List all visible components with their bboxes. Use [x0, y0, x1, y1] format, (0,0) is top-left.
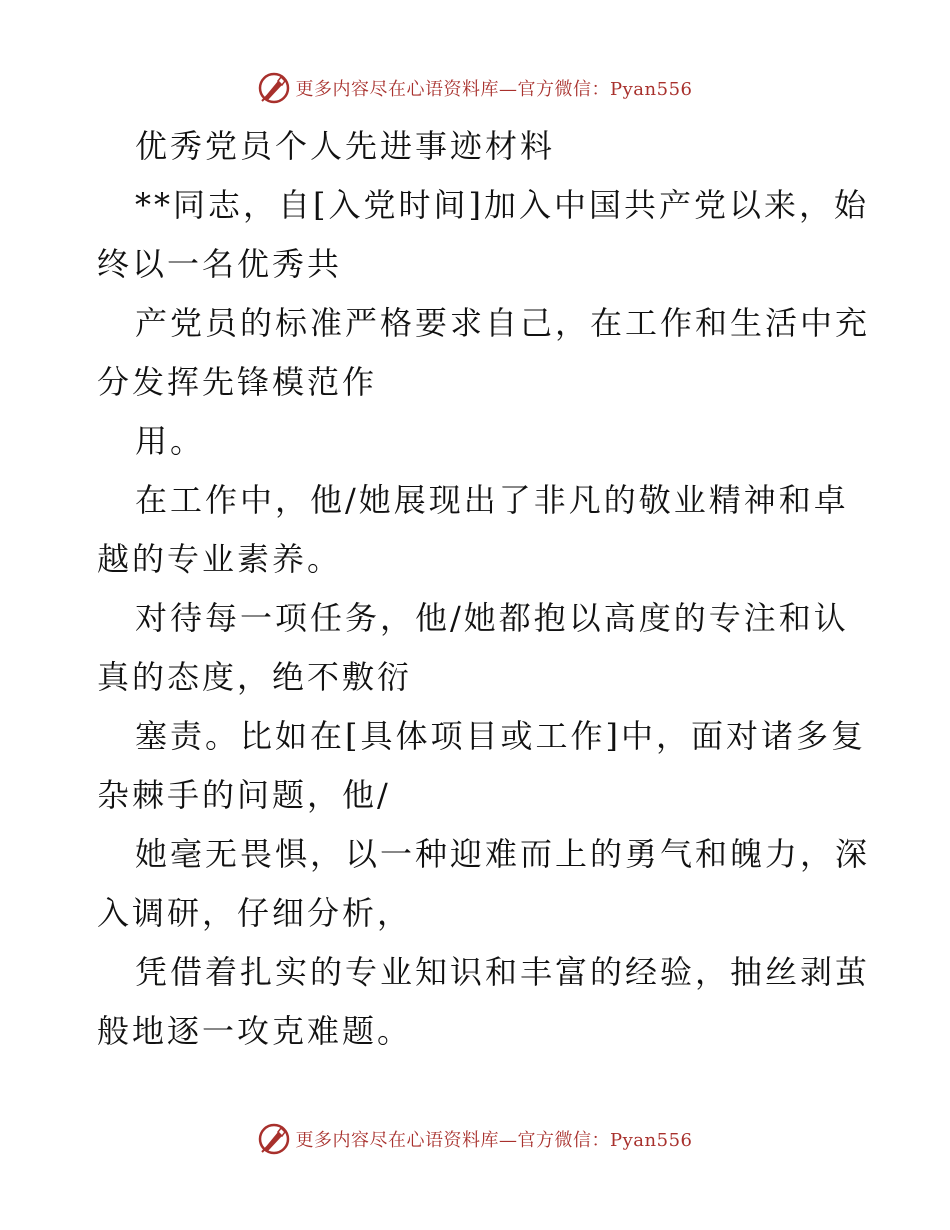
document-body: [97, 117, 871, 1061]
paragraph-line: 越的专业素养。: [97, 540, 343, 578]
watermark-text: 更多内容尽在心语资料库—官方微信：Pyan556: [295, 79, 693, 100]
header-watermark: [0, 72, 950, 104]
paragraph-line: 产党员的标准严格要求自己，在工作和生活中充: [135, 304, 871, 342]
paragraph-line: 分发挥先锋模范作: [97, 363, 378, 401]
paragraph-line: 凭借着扎实的专业知识和丰富的经验，抽丝剥茧: [135, 953, 871, 991]
paragraph-line: 塞责。比如在[具体项目或工作]中，面对诸多复: [135, 717, 866, 755]
watermark-text: 更多内容尽在心语资料库—官方微信：Pyan556: [295, 1130, 693, 1151]
paragraph-line: 她毫无畏惧，以一种迎难而上的勇气和魄力，深: [135, 835, 871, 873]
paragraph-line: 入调研，仔细分析，: [97, 894, 413, 932]
pen-logo-icon: [258, 72, 290, 104]
paragraph-line: 真的态度，绝不敷衍: [97, 658, 413, 696]
paragraph-line: **同志，自[入党时间]加入中国共产党以来，始: [135, 186, 869, 224]
paragraph-line: 般地逐一攻克难题。: [97, 1012, 413, 1050]
pen-logo-icon: [258, 1123, 290, 1155]
paragraph-line: 杂棘手的问题，他/: [97, 776, 391, 814]
paragraph-line: 在工作中，他/她展现出了非凡的敬业精神和卓: [135, 481, 849, 519]
paragraph-line: 终以一名优秀共: [97, 245, 343, 283]
footer-watermark: [0, 1123, 950, 1155]
paragraph-line: 用。: [135, 422, 206, 460]
document-title: 优秀党员个人先进事迹材料: [135, 127, 556, 165]
paragraph-line: 对待每一项任务，他/她都抱以高度的专注和认: [135, 599, 849, 637]
